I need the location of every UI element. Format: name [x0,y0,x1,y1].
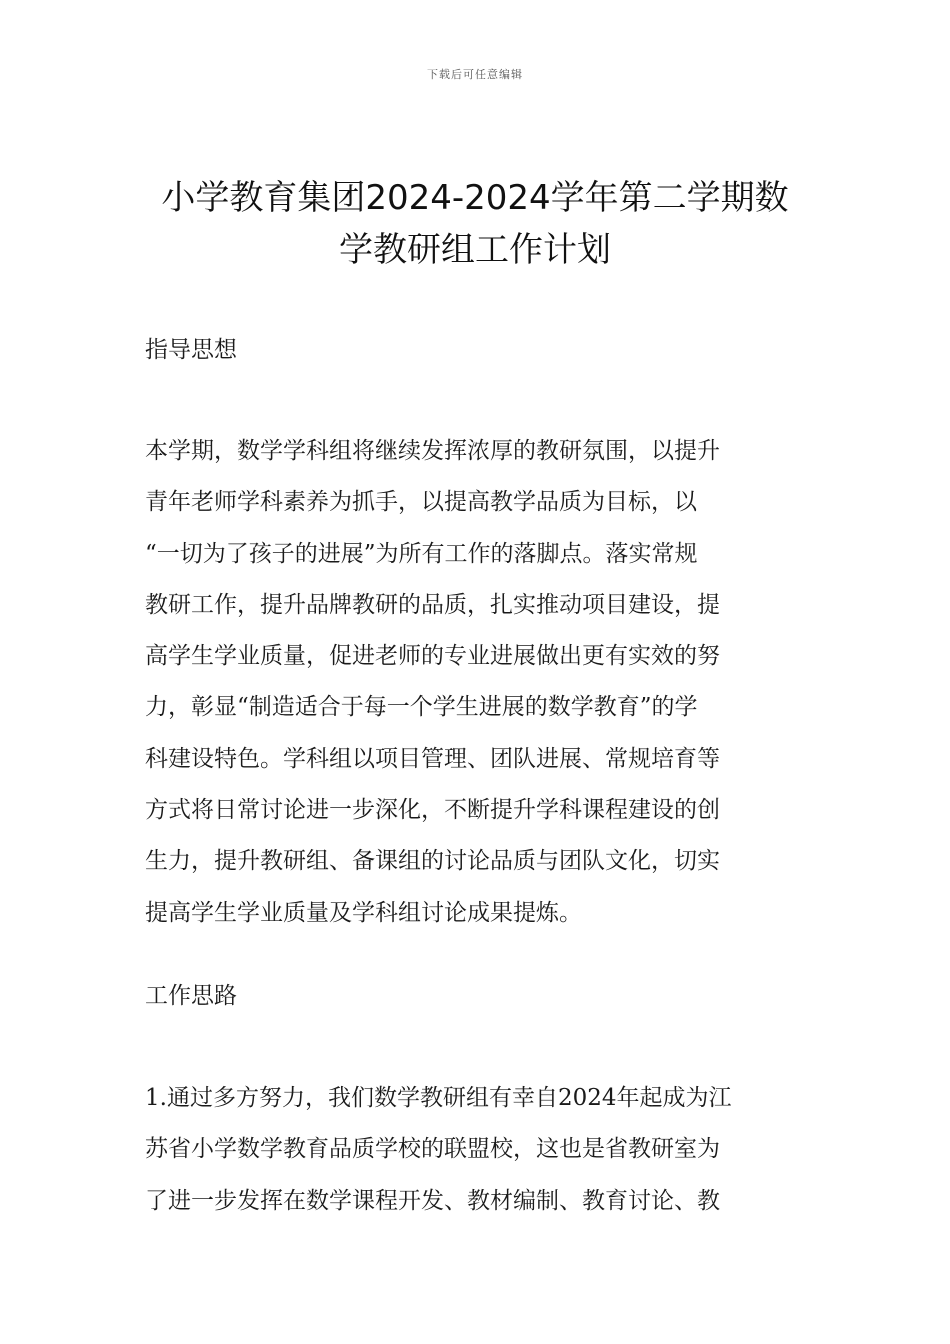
title-line: 学教研组工作计划 [339,230,611,270]
section-paragraph-work-approach [145,1073,807,1227]
paragraph-line: “一切为了孩子的进展”为所有工作的落脚点。落实常规 [145,540,698,567]
paragraph-line: 方式将日常讨论进一步深化，不断提升学科课程建设的创 [145,797,720,824]
paragraph-line: 科建设特色。学科组以项目管理、团队进展、常规培育等 [145,745,720,772]
title-line: 小学教育集团2024-2024学年第二学期数 [161,178,789,218]
paragraph-line: 1.通过多方努力，我们数学教研组有幸自2024年起成为江 [145,1085,732,1111]
section-paragraph-guiding-thought [145,426,807,939]
paragraph-line: 苏省小学数学教育品质学校的联盟校，这也是省教研室为 [145,1136,720,1163]
paragraph-line: 高学生学业质量，促进老师的专业进展做出更有实效的努 [145,643,720,670]
paragraph-line: 提高学生学业质量及学科组讨论成果提炼。 [145,899,582,926]
paragraph-line: 本学期，数学学科组将继续发挥浓厚的教研氛围，以提升 [145,438,720,464]
section-heading-work-approach: 工作思路 [145,983,237,1009]
paragraph-line: 了进一步发挥在数学课程开发、教材编制、教育讨论、教 [145,1187,720,1214]
paragraph-line: 青年老师学科素养为抓手，以提高教学品质为目标，以 [145,489,697,516]
section-heading-guiding-thought: 指导思想 [145,337,237,363]
paragraph-line: 教研工作，提升品牌教研的品质，扎实推动项目建设，提 [145,591,720,618]
document-title [120,172,830,276]
header-note: 下载后可任意编辑 [427,68,523,81]
paragraph-line: 力，彰显“制造适合于每一个学生进展的数学教育”的学 [145,694,698,721]
paragraph-line: 生力，提升教研组、备课组的讨论品质与团队文化，切实 [145,848,720,875]
